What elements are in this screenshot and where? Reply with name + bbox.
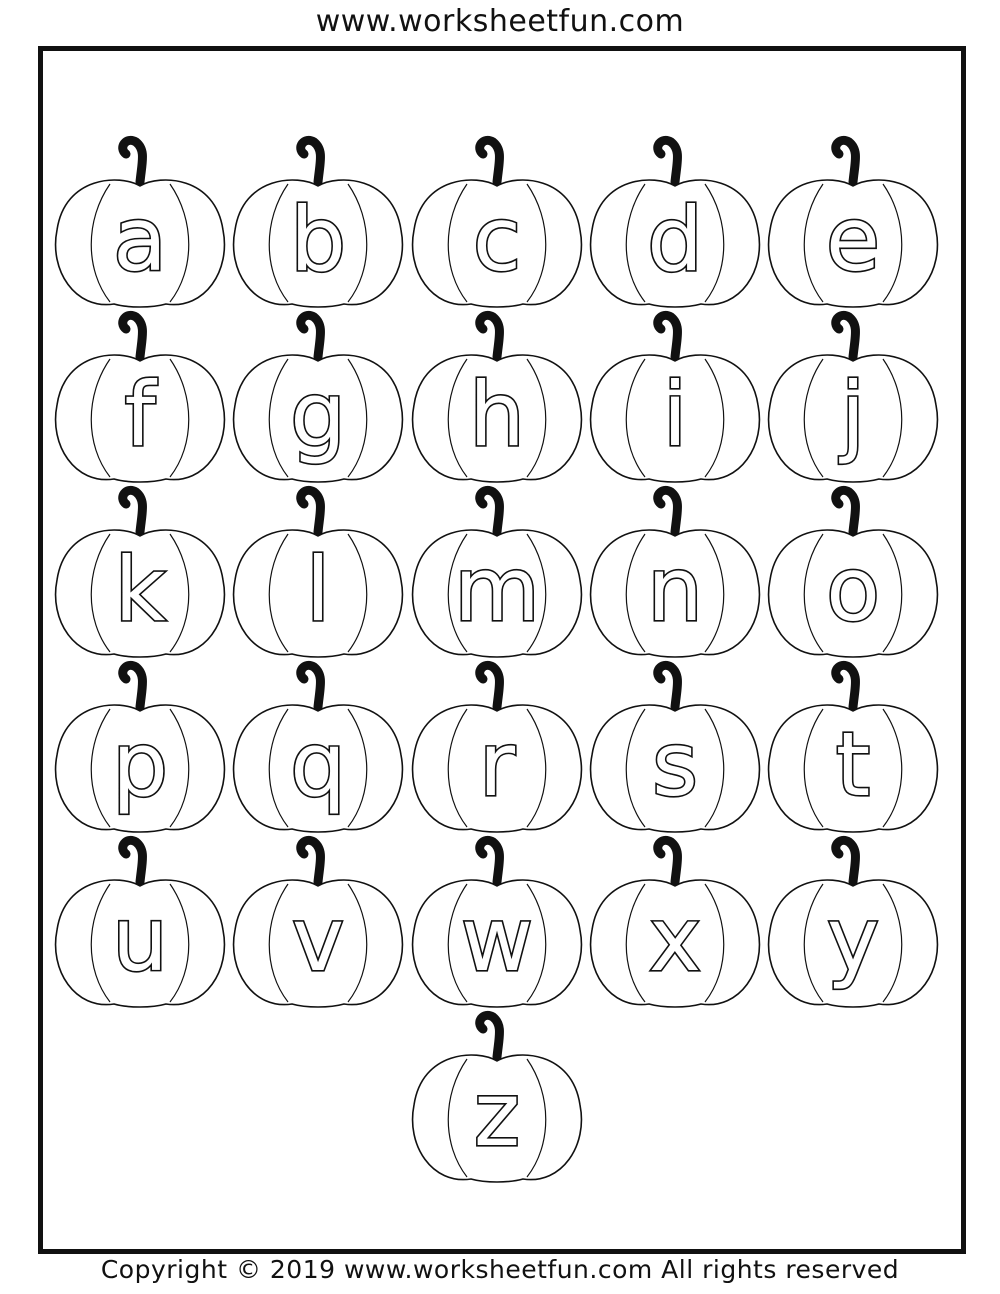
pumpkin-stem-icon — [301, 140, 321, 182]
pumpkin-letter-u — [56, 840, 225, 1007]
pumpkin-letter-l — [234, 490, 403, 657]
letter-a: a — [113, 188, 167, 291]
pumpkin-letter-w — [413, 840, 582, 1007]
pumpkin-stem-icon — [123, 490, 143, 532]
letter-f: f — [124, 363, 156, 466]
site-header-url: www.worksheetfun.com — [315, 4, 685, 39]
letter-j: j — [840, 363, 866, 466]
pumpkin-stem-icon — [123, 840, 143, 882]
pumpkin-letter-g — [234, 315, 403, 482]
pumpkin-letter-x — [591, 840, 760, 1007]
pumpkin-stem-icon — [836, 490, 856, 532]
letter-h: h — [469, 363, 525, 466]
pumpkin-letter-n — [591, 490, 760, 657]
pumpkin-stem-icon — [836, 665, 856, 707]
pumpkin-stem-icon — [836, 840, 856, 882]
letter-y: y — [826, 888, 880, 991]
letter-t: t — [835, 713, 871, 816]
pumpkin-stem-icon — [658, 840, 678, 882]
pumpkin-stem-icon — [480, 315, 500, 357]
pumpkin-stem-icon — [301, 840, 321, 882]
pumpkin-stem-icon — [123, 665, 143, 707]
pumpkin-letter-v — [234, 840, 403, 1007]
pumpkin-stem-icon — [658, 315, 678, 357]
pumpkin-stem-icon — [301, 490, 321, 532]
letter-g: g — [290, 363, 346, 466]
pumpkin-letter-a — [56, 140, 225, 307]
pumpkin-stem-icon — [123, 315, 143, 357]
pumpkin-stem-icon — [480, 140, 500, 182]
pumpkin-letter-h — [413, 315, 582, 482]
letter-q: q — [290, 713, 346, 816]
pumpkin-stem-icon — [301, 315, 321, 357]
letter-b: b — [290, 188, 346, 291]
letter-n: n — [647, 538, 703, 641]
pumpkin-stem-icon — [480, 665, 500, 707]
letter-r: r — [478, 713, 516, 816]
pumpkin-letter-k — [56, 490, 225, 657]
pumpkin-letter-s — [591, 665, 760, 832]
pumpkin-stem-icon — [836, 140, 856, 182]
pumpkin-letter-i — [591, 315, 760, 482]
copyright-footer: Copyright © 2019 www.worksheetfun.com All rights reserved — [100, 1255, 900, 1284]
pumpkin-letter-f — [56, 315, 225, 482]
pumpkin-letter-p — [56, 665, 225, 832]
pumpkin-stem-icon — [480, 840, 500, 882]
letter-k: k — [114, 538, 166, 641]
pumpkin-letter-o — [769, 490, 938, 657]
letter-u: u — [112, 888, 168, 991]
pumpkin-stem-icon — [658, 140, 678, 182]
pumpkin-letter-r — [413, 665, 582, 832]
letter-i: i — [662, 363, 688, 466]
letter-s: s — [652, 713, 698, 816]
pumpkin-stem-icon — [301, 665, 321, 707]
pumpkin-letter-c — [413, 140, 582, 307]
pumpkin-letter-z — [413, 1015, 582, 1182]
letter-p: p — [112, 713, 168, 816]
pumpkin-stem-icon — [480, 1015, 500, 1057]
letter-x: x — [648, 888, 702, 991]
pumpkin-letter-b — [234, 140, 403, 307]
letter-o: o — [826, 538, 880, 641]
pumpkin-stem-icon — [836, 315, 856, 357]
pumpkin-letter-e — [769, 140, 938, 307]
letter-d: d — [647, 188, 703, 291]
letter-m: m — [454, 538, 540, 641]
pumpkin-stem-icon — [658, 490, 678, 532]
letter-e: e — [825, 188, 881, 291]
pumpkin-stem-icon — [123, 140, 143, 182]
letter-w: w — [461, 888, 533, 991]
pumpkin-letter-t — [769, 665, 938, 832]
pumpkin-letter-d — [591, 140, 760, 307]
pumpkin-stem-icon — [480, 490, 500, 532]
pumpkin-letter-j — [769, 315, 938, 482]
letter-v: v — [291, 888, 345, 991]
pumpkin-stem-icon — [658, 665, 678, 707]
pumpkin-letter-y — [769, 840, 938, 1007]
pumpkin-letter-m — [413, 490, 582, 657]
letter-c: c — [472, 188, 522, 291]
letter-z: z — [473, 1063, 521, 1166]
pumpkin-letter-q — [234, 665, 403, 832]
letter-l: l — [305, 538, 331, 641]
